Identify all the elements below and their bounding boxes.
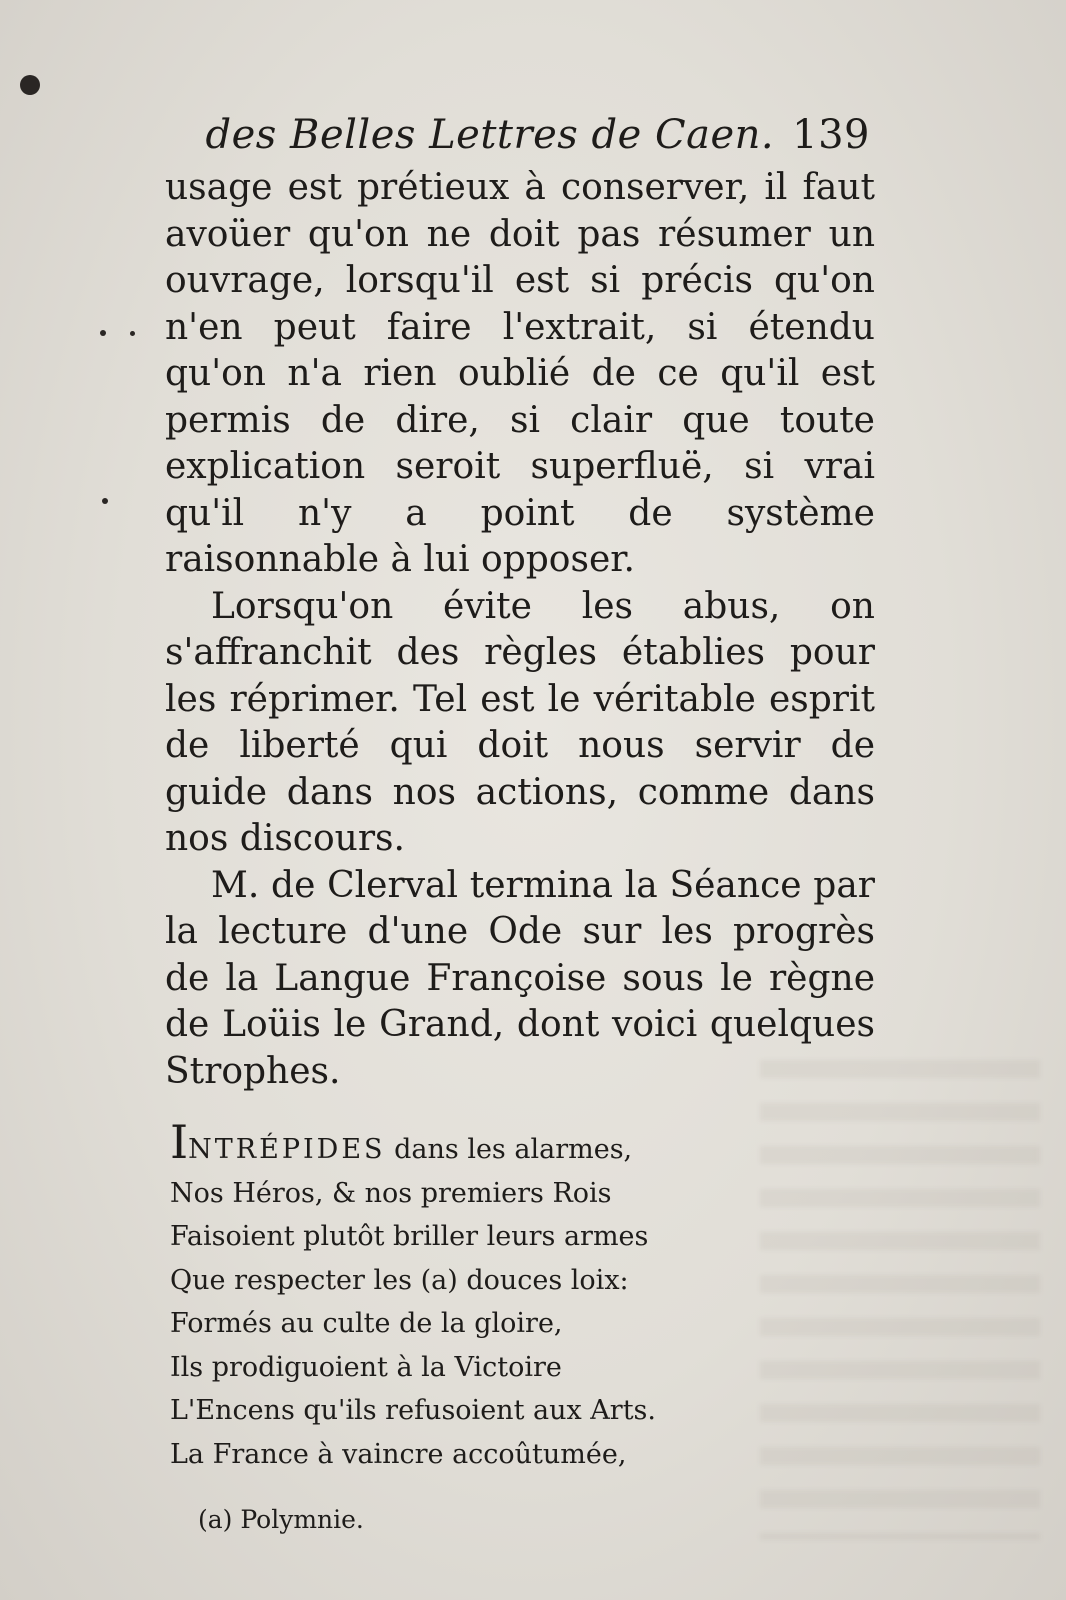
page-number: 139 [792, 112, 870, 158]
verse-line: Formés au culte de la gloire, [170, 1308, 563, 1339]
drop-cap: I [170, 1115, 189, 1169]
running-head-title: des Belles Lettres de Caen. [205, 112, 775, 158]
verse-line: L'Encens qu'ils refusoient aux Arts. [170, 1395, 656, 1426]
verse-line: Que respecter les (a) douces loix: [170, 1264, 629, 1296]
verse-line [170, 1115, 690, 1172]
paragraph: usage est prétieux à conserver, il faut avoüer qu'on ne doit pas résumer un ouvrage, lorsqu'il est si précis qu'on n'en peut faire l'extrait, si étendu qu'on n'a rien oublié de ce qu'il est permis de dire, si clair que toute explication seroit superfluë, si vrai qu'il n'y a point de système raisonnable à lui opposer. [165, 167, 875, 580]
first-word-small-caps: NTRÉPIDES [188, 1134, 386, 1165]
binding-hole [20, 75, 40, 95]
paragraph: M. de Clerval termina la Séance par la lecture d'une Ode sur les progrès de la Langue Françoise sous le règne de Loüis le Grand, dont voici quelques Strophes. [165, 864, 875, 1092]
verse-line: Faisoient plutôt briller leurs armes [170, 1221, 649, 1252]
margin-dot [130, 331, 135, 336]
verse-line: La France à vaincre accoûtumée, [170, 1438, 627, 1470]
margin-dot [102, 498, 108, 504]
margin-dot [100, 330, 106, 336]
ode-stanza [170, 1115, 690, 1476]
verse-line: Ils prodiguoient à la Victoire [170, 1351, 562, 1383]
running-head [170, 112, 870, 158]
paragraph: Lorsqu'on évite les abus, on s'affranchit des règles établies pour les réprimer. Tel est le véritable esprit de liberté qui doit nous servir de guide dans nos actions, comme dans nos discours. [165, 585, 875, 859]
prose-body [165, 165, 875, 1095]
verse-line: Nos Héros, & nos premiers Rois [170, 1177, 612, 1209]
footnote: (a) Polymnie. [198, 1505, 364, 1534]
show-through-bleed [760, 1060, 1040, 1540]
first-line-rest: dans les alarmes, [385, 1134, 633, 1165]
